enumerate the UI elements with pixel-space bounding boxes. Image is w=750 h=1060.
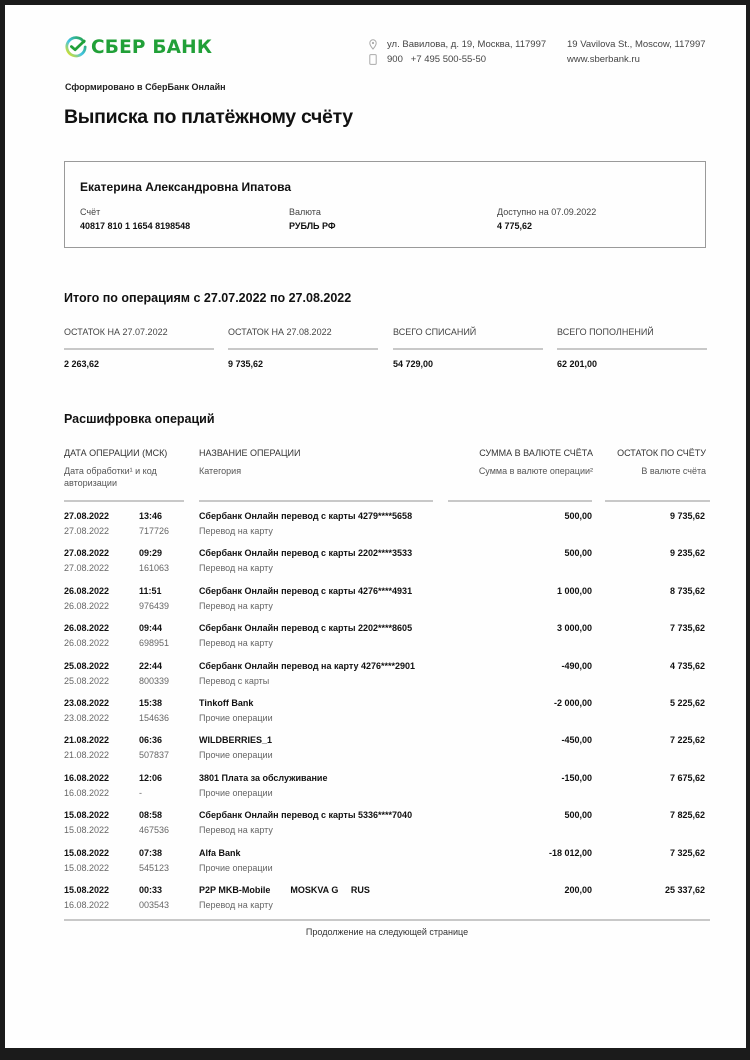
header-amount-sub: Сумма в валюте операции² (478, 466, 593, 476)
operation-row (64, 734, 710, 771)
summary-title: Итого по операциям с 27.07.2022 по 27.08.2022 (64, 291, 352, 305)
operation-category: Перевод на карту (199, 563, 273, 574)
divider (64, 500, 184, 502)
operation-balance: 7 225,62 (669, 735, 705, 746)
auth-code: - (139, 787, 142, 798)
operation-category: Прочие операции (199, 750, 273, 761)
operation-time: 15:38 (139, 698, 163, 708)
account-label: Счёт (80, 207, 101, 217)
operation-name: Alfa Bank (199, 847, 241, 858)
header-balance-sub: В валюте счёта (641, 466, 706, 476)
operation-balance: 25 337,62 (664, 885, 705, 895)
operation-category: Перевод на карту (199, 600, 273, 611)
operation-row (64, 547, 710, 584)
header-name: НАЗВАНИЕ ОПЕРАЦИИ (199, 448, 301, 458)
continued-note: Продолжение на следующей странице (305, 927, 469, 937)
processing-date: 21.08.2022 (64, 750, 110, 761)
processing-date: 15.08.2022 (64, 825, 110, 836)
operation-time: 09:29 (139, 548, 163, 559)
operation-name: Сбербанк Онлайн перевод на карту 4276****2901 (199, 660, 416, 671)
operation-category: Перевод с карты (199, 675, 270, 686)
operation-amount: 500,00 (564, 548, 592, 559)
operation-time: 09:44 (139, 623, 163, 634)
operation-date: 15.08.2022 (64, 847, 110, 858)
divider (199, 500, 433, 502)
operation-row (64, 622, 710, 659)
account-holder: Екатерина Александровна Ипатова (80, 180, 291, 194)
operation-balance: 8 735,62 (669, 585, 705, 596)
operation-name: 3801 Плата за обслуживание (199, 772, 328, 783)
operation-amount: -18 012,00 (548, 847, 592, 858)
operation-time: 22:44 (139, 660, 163, 671)
mobile-phone-icon (367, 54, 379, 65)
operation-name: P2P MKB-Mobile MOSKVA G RUS (199, 885, 370, 895)
operation-category: Перевод на карту (199, 825, 273, 836)
operation-row (64, 884, 710, 921)
divider (64, 919, 710, 921)
auth-code: 161063 (139, 563, 170, 574)
operation-name: WILDBERRIES_1 (199, 735, 273, 746)
operation-row (64, 847, 710, 884)
summary-total-debits (393, 327, 543, 369)
operation-amount: -2 000,00 (553, 698, 592, 708)
operation-name: Сбербанк Онлайн перевод с карты 2202****3533 (199, 548, 413, 559)
processing-date: 26.08.2022 (64, 600, 110, 611)
summary-label: ОСТАТОК НА 27.08.2022 (228, 327, 332, 337)
operation-name: Сбербанк Онлайн перевод с карты 4276****4931 (199, 585, 413, 596)
address-ru: ул. Вавилова, д. 19, Москва, 117997 (387, 39, 547, 50)
operation-row (64, 809, 710, 846)
operation-time: 13:46 (139, 511, 163, 521)
operation-row (64, 772, 710, 809)
header-amount: СУММА В ВАЛЮТЕ СЧЁТА (479, 448, 593, 458)
operation-amount: -150,00 (561, 772, 592, 783)
address-en: 19 Vavilova St., Moscow, 117997 (567, 39, 706, 50)
summary-value: 2 263,62 (64, 359, 100, 369)
sber-logo (65, 35, 212, 59)
operation-amount: -450,00 (561, 735, 592, 746)
bank-contacts (367, 37, 706, 67)
operation-row (64, 510, 710, 547)
operation-name: Сбербанк Онлайн перевод с карты 2202****8605 (199, 623, 413, 634)
operation-time: 07:38 (139, 847, 163, 858)
operation-amount: 3 000,00 (556, 623, 592, 634)
operation-row (64, 585, 710, 622)
operation-time: 08:58 (139, 810, 163, 821)
operation-balance: 9 235,62 (669, 548, 705, 559)
auth-code: 467536 (139, 825, 170, 836)
summary-label: ВСЕГО ПОПОЛНЕНИЙ (557, 327, 654, 337)
operation-balance: 7 325,62 (669, 847, 705, 858)
auth-code: 976439 (139, 600, 170, 611)
header-date-sub: Дата обработки¹ и код авторизации (64, 466, 157, 488)
auth-code: 698951 (139, 638, 170, 649)
operation-balance: 9 735,62 (669, 511, 705, 521)
operation-category: Перевод на карту (199, 526, 273, 536)
operation-amount: 500,00 (564, 511, 592, 521)
operation-category: Перевод на карту (199, 900, 273, 910)
header-balance: ОСТАТОК ПО СЧЁТУ (617, 448, 706, 458)
website-link[interactable]: www.sberbank.ru (567, 54, 640, 65)
divider (393, 348, 543, 350)
divider (605, 500, 710, 502)
summary-opening-balance (64, 327, 214, 369)
operation-row (64, 697, 710, 734)
available-balance: 4 775,62 (497, 221, 533, 231)
summary-total-credits (557, 327, 707, 369)
document-title: Выписка по платёжному счёту (64, 106, 353, 128)
auth-code: 154636 (139, 713, 170, 723)
operation-name: Сбербанк Онлайн перевод с карты 5336****7040 (199, 810, 413, 821)
summary-value: 9 735,62 (228, 359, 264, 369)
processing-date: 23.08.2022 (64, 713, 110, 723)
processing-date: 15.08.2022 (64, 862, 110, 873)
operation-balance: 7 675,62 (669, 772, 705, 783)
currency-label: Валюта (289, 207, 321, 217)
account-card (64, 161, 706, 248)
divider (557, 348, 707, 350)
divider (64, 348, 214, 350)
summary-label: ВСЕГО СПИСАНИЙ (393, 327, 477, 337)
operation-time: 11:51 (139, 585, 162, 596)
operation-amount: 500,00 (564, 810, 592, 821)
summary-closing-balance (228, 327, 378, 369)
processing-date: 26.08.2022 (64, 638, 110, 649)
operation-name: Tinkoff Bank (199, 698, 254, 708)
operation-date: 27.08.2022 (64, 511, 110, 521)
summary-label: ОСТАТОК НА 27.07.2022 (64, 327, 168, 337)
statement-page (5, 5, 746, 1048)
divider (448, 500, 592, 502)
summary-value: 54 729,00 (393, 359, 434, 369)
operation-date: 16.08.2022 (64, 772, 110, 783)
operation-amount: 200,00 (564, 885, 592, 895)
available-label: Доступно на 07.09.2022 (497, 207, 597, 217)
currency-value: РУБЛЬ РФ (289, 221, 336, 231)
operation-time: 06:36 (139, 735, 163, 746)
operation-time: 00:33 (139, 885, 163, 895)
operation-balance: 7 825,62 (669, 810, 705, 821)
operation-amount: -490,00 (561, 660, 592, 671)
formed-note: Сформировано в СберБанк Онлайн (65, 82, 226, 92)
operation-time: 12:06 (139, 772, 163, 783)
summary-value: 62 201,00 (557, 359, 598, 369)
operation-name: Сбербанк Онлайн перевод с карты 4279****5658 (199, 511, 413, 521)
auth-code: 507837 (139, 750, 170, 761)
operation-date: 27.08.2022 (64, 548, 110, 559)
processing-date: 27.08.2022 (64, 526, 110, 536)
operation-date: 15.08.2022 (64, 885, 110, 895)
auth-code: 003543 (139, 900, 170, 910)
operation-category: Перевод на карту (199, 638, 273, 649)
auth-code: 545123 (139, 862, 170, 873)
divider (228, 348, 378, 350)
operation-row (64, 660, 710, 697)
operation-date: 21.08.2022 (64, 735, 110, 746)
brand-name: СБЕР БАНК (91, 36, 213, 58)
operation-category: Прочие операции (199, 862, 273, 873)
sber-check-icon (65, 36, 87, 58)
operation-date: 26.08.2022 (64, 585, 110, 596)
header-date: ДАТА ОПЕРАЦИИ (МСК) (64, 448, 168, 458)
operation-balance: 7 735,62 (669, 623, 705, 634)
processing-date: 16.08.2022 (64, 900, 110, 910)
account-number: 40817 810 1 1654 8198548 (80, 221, 191, 231)
operation-date: 23.08.2022 (64, 698, 110, 708)
operation-balance: 5 225,62 (669, 698, 705, 708)
auth-code: 717726 (139, 526, 170, 536)
operation-date: 26.08.2022 (64, 623, 110, 634)
operation-category: Прочие операции (199, 713, 273, 723)
processing-date: 16.08.2022 (64, 787, 110, 798)
operation-date: 15.08.2022 (64, 810, 110, 821)
processing-date: 27.08.2022 (64, 563, 110, 574)
operation-balance: 4 735,62 (669, 660, 705, 671)
processing-date: 25.08.2022 (64, 675, 110, 686)
operation-amount: 1 000,00 (556, 585, 592, 596)
operation-date: 25.08.2022 (64, 660, 110, 671)
header-name-sub: Категория (199, 466, 242, 476)
operations-title: Расшифровка операций (64, 412, 215, 426)
phone-numbers: 900 +7 495 500-55-50 (387, 54, 487, 65)
auth-code: 800339 (139, 675, 170, 686)
location-pin-icon (367, 39, 379, 50)
operation-category: Прочие операции (199, 787, 273, 798)
